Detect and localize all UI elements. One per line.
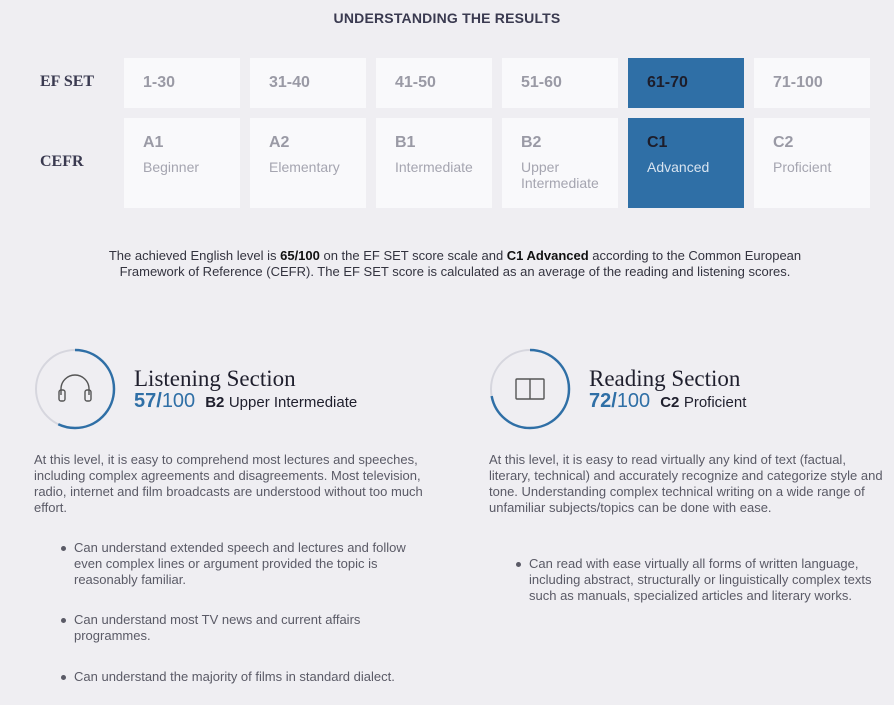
cefr-level-cell (502, 118, 618, 208)
listening-bullets (74, 669, 424, 685)
cefr-code: A2 (269, 134, 290, 151)
listening-score-ring (34, 348, 116, 430)
reading-score: 72/100 C2 Proficient (589, 390, 747, 412)
headphones-icon (59, 375, 91, 401)
cefr-code: A1 (143, 134, 164, 151)
listening-score: 57/100 B2 Upper Intermediate (134, 390, 358, 412)
score-band-cell: 41-50 (376, 58, 492, 108)
cefr-level-cell (376, 118, 492, 208)
reading-bullets (529, 556, 874, 604)
cefr-name: Beginner (143, 159, 200, 175)
cefr-name: Proficient (773, 159, 832, 175)
list-item: Can read with ease virtually all forms of written language, including abstract, structurally or linguistically complex texts such as manuals, specialized articles and literary works. (529, 556, 874, 604)
page-title: UNDERSTANDING THE RESULTS (333, 10, 561, 26)
list-item: Can understand extended speech and lectures and follow even complex lines or argument provided the topic is reasonably familiar. (74, 540, 424, 588)
cefr-level-cell (250, 118, 366, 208)
score-band-cell: 31-40 (250, 58, 366, 108)
score-band-cell: 1-30 (124, 58, 240, 108)
cefr-name: Advanced (647, 159, 710, 175)
reading-description: At this level, it is easy to read virtually any kind of text (factual, literary, technical) and accurately recognize and categorize style and tone. Understanding complex technical writing on a wide range of unfamiliar subjects/topics can be done with ease. (489, 452, 883, 515)
results-summary: The achieved English level is 65/100 on the EF SET score scale and C1 Advanced according to the Common European Framework of Reference (CEFR). The EF SET score is calculated as an average of the reading and listening scores. (108, 248, 802, 279)
cefr-name: Intermediate (395, 159, 473, 175)
cefr-code: B1 (395, 134, 416, 151)
cefr-name: Upper Intermediate (521, 159, 599, 191)
cefr-code: B2 (521, 134, 542, 151)
list-item: Can understand the majority of films in standard dialect. (74, 669, 424, 685)
cefr-code: C1 (647, 134, 668, 151)
book-icon (516, 379, 544, 399)
cefr-level-cell (124, 118, 240, 208)
score-band-cell-active: 61-70 (628, 58, 744, 108)
listening-description: At this level, it is easy to comprehend most lectures and speeches, including complex agreements and disagreements. Most television, radio, internet and film broadcasts are understood without too much effort. (34, 452, 423, 515)
efset-row-label: EF SET (40, 73, 95, 90)
cefr-name: Elementary (269, 159, 340, 175)
cefr-level-cell (754, 118, 870, 208)
reading-section-title: Reading Section (589, 366, 741, 391)
reading-score-ring (489, 348, 571, 430)
cefr-level-cell-active (628, 118, 744, 208)
score-band-cell: 71-100 (754, 58, 870, 108)
listening-bullets (74, 612, 424, 644)
listening-bullets (74, 540, 424, 588)
score-band-cell: 51-60 (502, 58, 618, 108)
cefr-row-label: CEFR (40, 153, 84, 170)
list-item: Can understand most TV news and current affairs programmes. (74, 612, 424, 644)
listening-section-title: Listening Section (134, 366, 296, 391)
cefr-code: C2 (773, 134, 794, 151)
